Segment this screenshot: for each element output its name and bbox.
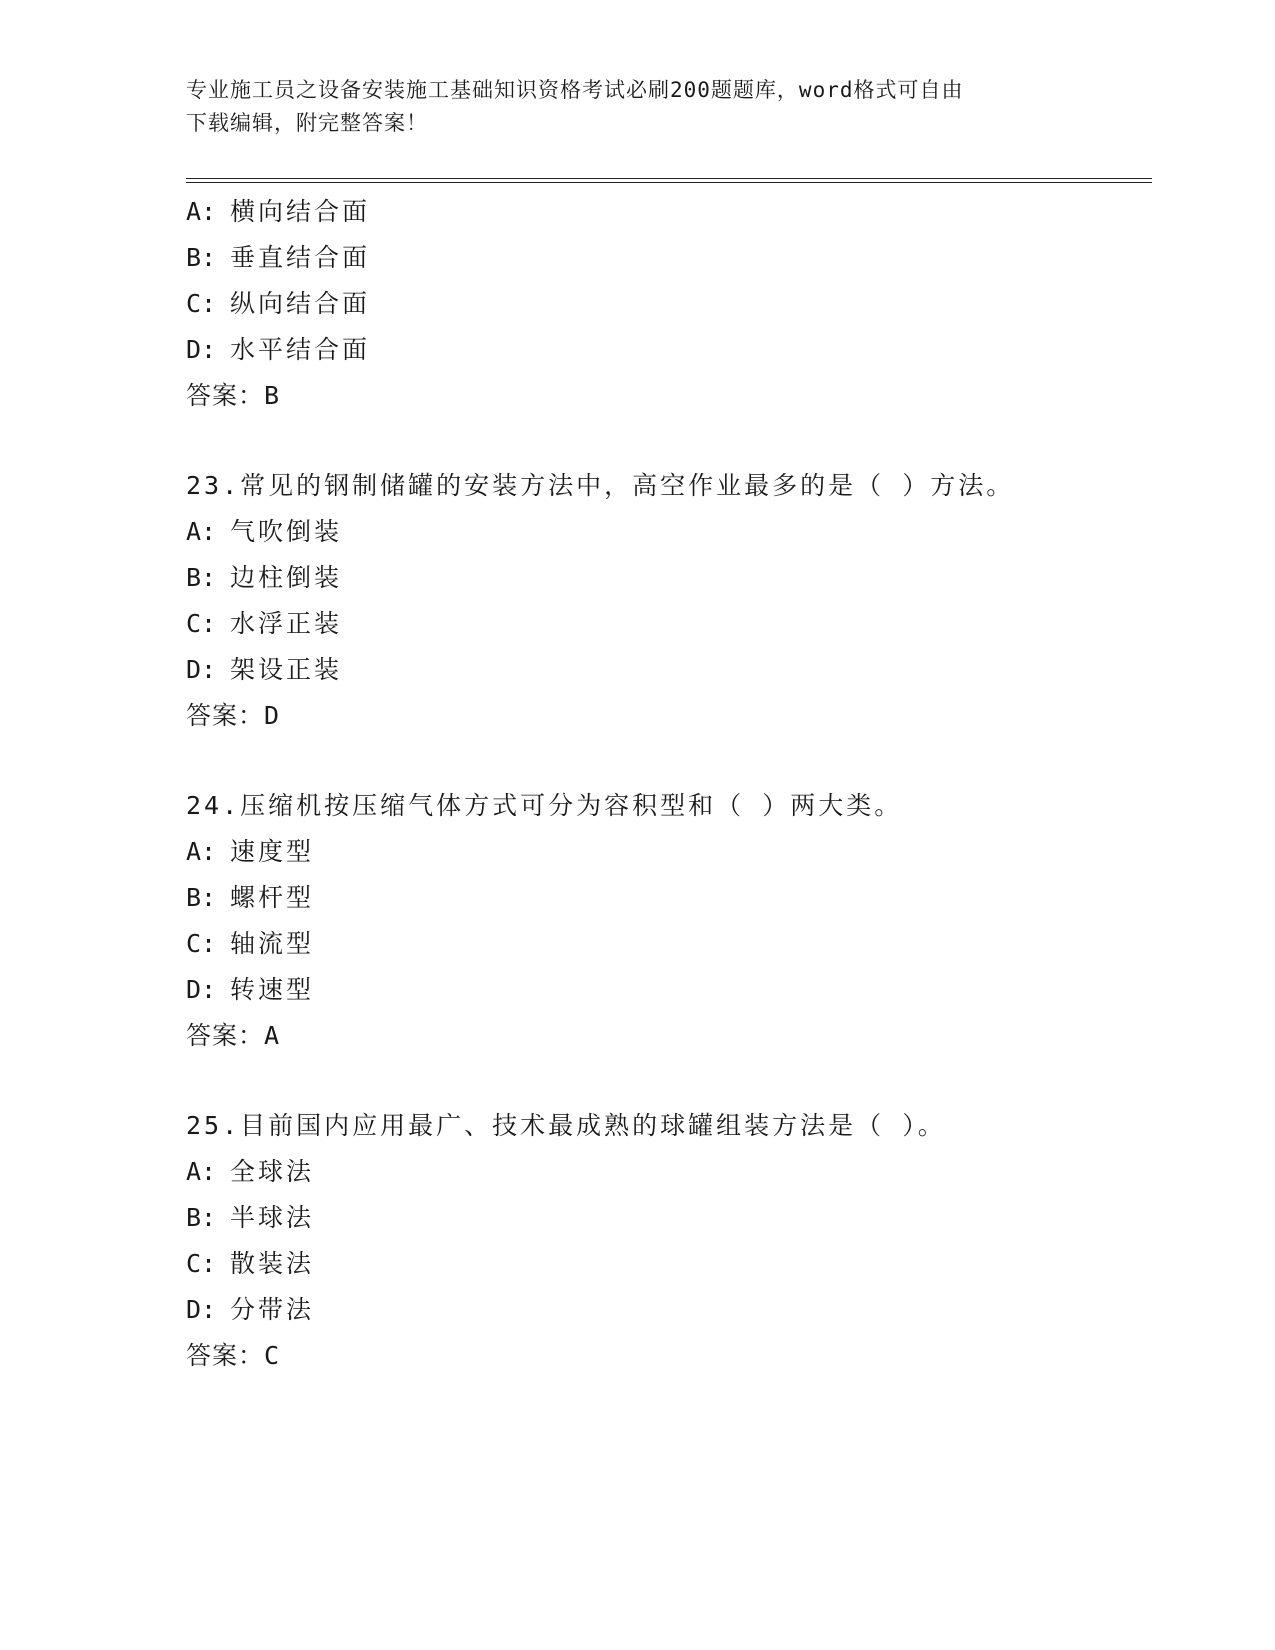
option-letter: C: bbox=[186, 1249, 217, 1278]
option-text: 速度型 bbox=[230, 837, 315, 866]
question-stem: 23.常见的钢制储罐的安装方法中，高空作业最多的是（ ）方法。 bbox=[186, 471, 1015, 500]
option-letter: C: bbox=[186, 929, 217, 958]
question-block-24 bbox=[186, 783, 1146, 1059]
option-letter: A: bbox=[186, 517, 217, 546]
option-text: 纵向结合面 bbox=[230, 289, 371, 318]
answer-label: 答案： bbox=[186, 1021, 265, 1050]
option-text: 散装法 bbox=[230, 1249, 315, 1278]
option-letter: B: bbox=[186, 883, 217, 912]
question-stem: 24.压缩机按压缩气体方式可分为容积型和（ ）两大类。 bbox=[186, 791, 903, 820]
option-text: 架设正装 bbox=[230, 655, 343, 684]
answer-value: C bbox=[264, 1341, 281, 1370]
option-b bbox=[186, 235, 1146, 281]
option-letter: D: bbox=[186, 655, 217, 684]
option-letter: A: bbox=[186, 197, 217, 226]
option-d bbox=[186, 967, 1146, 1013]
answer-label: 答案： bbox=[186, 381, 265, 410]
option-letter: B: bbox=[186, 563, 217, 592]
option-a bbox=[186, 509, 1146, 555]
option-letter: D: bbox=[186, 975, 217, 1004]
option-text: 气吹倒装 bbox=[230, 517, 343, 546]
option-b bbox=[186, 875, 1146, 921]
option-text: 轴流型 bbox=[230, 929, 315, 958]
answer-label: 答案： bbox=[186, 1341, 265, 1370]
question-block-22 bbox=[186, 189, 1146, 419]
answer-line bbox=[186, 693, 1146, 739]
option-d bbox=[186, 1287, 1146, 1333]
option-letter: B: bbox=[186, 1203, 217, 1232]
option-text: 横向结合面 bbox=[230, 197, 371, 226]
answer-value: B bbox=[264, 381, 281, 410]
option-a bbox=[186, 1149, 1146, 1195]
option-letter: D: bbox=[186, 335, 217, 364]
option-text: 全球法 bbox=[230, 1157, 315, 1186]
option-b bbox=[186, 1195, 1146, 1241]
option-c bbox=[186, 921, 1146, 967]
header-line-1: 专业施工员之设备安装施工基础知识资格考试必刷200题题库，word格式可自由 bbox=[186, 78, 964, 102]
option-text: 螺杆型 bbox=[230, 883, 315, 912]
option-a bbox=[186, 829, 1146, 875]
option-text: 垂直结合面 bbox=[230, 243, 371, 272]
option-letter: C: bbox=[186, 609, 217, 638]
option-letter: D: bbox=[186, 1295, 217, 1324]
option-c bbox=[186, 281, 1146, 327]
header-divider-bottom bbox=[186, 182, 1152, 183]
option-d bbox=[186, 647, 1146, 693]
header-line-2: 下载编辑，附完整答案！ bbox=[186, 111, 428, 135]
answer-value: D bbox=[264, 701, 281, 730]
option-letter: A: bbox=[186, 1157, 217, 1186]
answer-line bbox=[186, 1333, 1146, 1379]
option-b bbox=[186, 555, 1146, 601]
answer-line bbox=[186, 373, 1146, 419]
question-block-25 bbox=[186, 1103, 1146, 1379]
option-letter: B: bbox=[186, 243, 217, 272]
document-header bbox=[186, 74, 1066, 140]
question-block-23 bbox=[186, 463, 1146, 739]
option-text: 边柱倒装 bbox=[230, 563, 343, 592]
answer-value: A bbox=[264, 1021, 281, 1050]
answer-line bbox=[186, 1013, 1146, 1059]
option-a bbox=[186, 189, 1146, 235]
option-letter: A: bbox=[186, 837, 217, 866]
header-divider-top bbox=[186, 178, 1152, 179]
option-text: 水平结合面 bbox=[230, 335, 371, 364]
option-c bbox=[186, 1241, 1146, 1287]
option-letter: C: bbox=[186, 289, 217, 318]
answer-label: 答案： bbox=[186, 701, 265, 730]
option-d bbox=[186, 327, 1146, 373]
question-list bbox=[186, 189, 1146, 1379]
option-text: 水浮正装 bbox=[230, 609, 343, 638]
option-text: 半球法 bbox=[230, 1203, 315, 1232]
option-text: 转速型 bbox=[230, 975, 315, 1004]
option-c bbox=[186, 601, 1146, 647]
option-text: 分带法 bbox=[230, 1295, 315, 1324]
question-stem: 25.目前国内应用最广、技术最成熟的球罐组装方法是（ ）。 bbox=[186, 1111, 946, 1140]
